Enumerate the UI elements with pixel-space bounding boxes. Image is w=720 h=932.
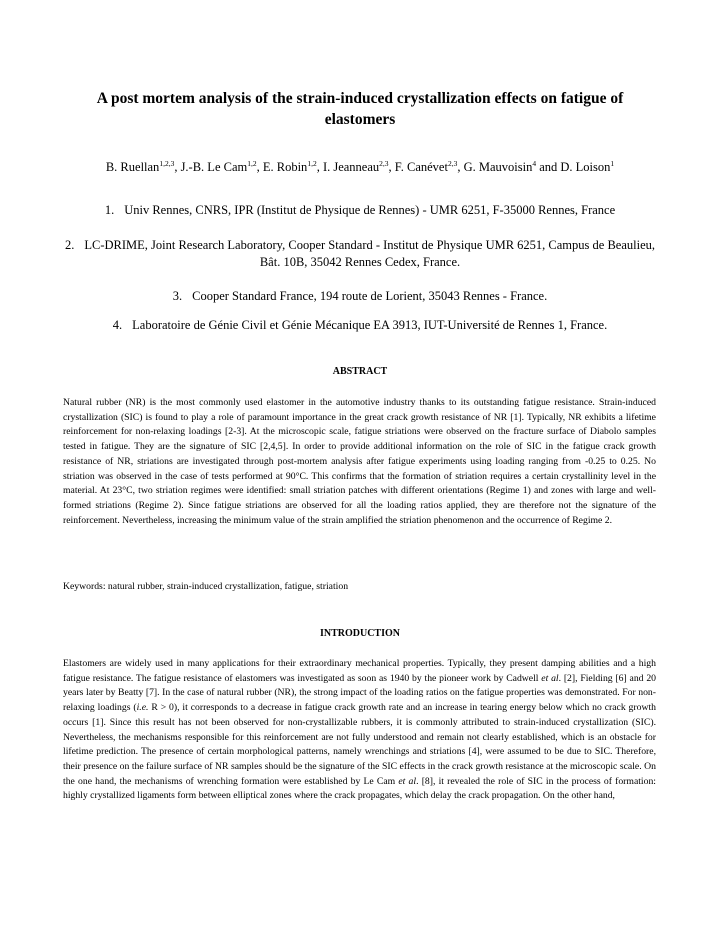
text-run: . [8], it revealed the role of SIC in the process of formation: highly crystallized ligaments form between elliptical zones where the crack propagates, which delay the crack propagation. On the other hand, bbox=[63, 775, 657, 802]
author: D. Loison$^1$ bbox=[560, 159, 615, 174]
text-run: . [2], Fielding [6] and 20 years later by Beatty [7]. In the case of natural rubber (NR), the strong impact of the loading ratios on the fatigue properties was demonstrated. For non-relaxing loadings ( bbox=[63, 672, 657, 714]
affiliation-4: 4. Laboratoire de Génie Civil et Génie Mécanique EA 3913, IUT-Université de Rennes 1, France. bbox=[112, 318, 608, 332]
author: I. Jeanneau$^{2,3}$, bbox=[322, 159, 395, 174]
paper-title: A post mortem analysis of the strain-induced crystallization effects on fatigue of elastomers bbox=[96, 90, 624, 128]
author-list bbox=[40, 159, 680, 175]
abstract-heading: ABSTRACT bbox=[332, 366, 388, 377]
author: J.-B. Le Cam$^{1,2}$, bbox=[180, 159, 263, 174]
keywords: Keywords: natural rubber, strain-induced crystallization, fatigue, striation bbox=[63, 581, 349, 592]
introduction-heading: INTRODUCTION bbox=[319, 628, 400, 639]
italic-run: i.e. bbox=[136, 702, 149, 714]
italic-run: et al bbox=[398, 775, 417, 787]
affiliation-3: 3. Cooper Standard France, 194 route de Lorient, 35043 Rennes - France. bbox=[172, 289, 548, 303]
introduction-text bbox=[63, 657, 656, 804]
author: B. Ruellan$^{1,2,3}$, bbox=[105, 159, 181, 174]
text-run: R > 0), it corresponds to a decrease in fatigue crack growth rate and an increase in tearing energy below which no crack growth occurs [1]. Since this result has not been observed for non-crystallizable rubbers, it is commonly attributed to strain-induced crystallization (SIC). Nevertheless, the mechanisms responsible for this reinforcement are not fully understood and remain not clearly established, which is an obstacle for lifetime prediction. The presence of certain morphological patterns, namely wrenchings and striations [4], were assumed to be due to SIC. Therefore, their presence on the failure surface of NR samples should be the signature of the SIC effects in the crack growth resistance at the microscopic scale. On the one hand, the mechanisms of wrenching formation were established by Le Cam bbox=[63, 702, 656, 787]
italic-run: et al bbox=[541, 672, 559, 684]
abstract-text: Natural rubber (NR) is the most commonly used elastomer in the automotive industry thanks to its outstanding fatigue resistance. Strain-induced crystallization (SIC) is found to play a role of paramount importance in the great crack growth resistance of NR [1]. Typically, NR exhibits a lifetime reinforcement for non-relaxing loadings [2-3]. At the microscopic scale, fatigue striations were observed on the fracture surface of Diabolo samples tested in fatigue. They are the signature of SIC [2,4,5]. In order to provide additional information on the role of SIC in the fatigue crack growth resistance of NR, striations are investigated through post-mortem analysis after fatigue experiments using loading ranging from -0.25 to 0.25. No striation was observed in the case of tests performed at 90°C. This confirms that the formation of striation requires a certain crystallinity level in the material. At 23°C, two striation regimes were identified: small striation patches with different orientations (Regime 1) and zones with large and well-formed striations (Regime 2). Since fatigue striations are observed for all the loading ratios applied, they are therefore not the signature of the reinforcement. Nevertheless, increasing the minimum value of the strain amplified the striation phenomenon and the occurrence of Regime 2. bbox=[63, 397, 656, 526]
author: G. Mauvoisin$^4$ and bbox=[463, 159, 561, 174]
text-run: Elastomers are widely used in many applications for their extraordinary mechanical properties. Typically, they present damping abilities and a high fatigue resistance. The fatigue resistance of elastomers was investigated as soon as 1940 by the pioneer work by Cadwell bbox=[63, 658, 656, 684]
author: F. Canévet$^{2,3}$, bbox=[394, 159, 464, 174]
affiliation-2: 2. LC-DRIME, Joint Research Laboratory, Cooper Standard - Institut de Physique UMR 6251, Campus de Beaulieu, Bât. 10B, 35042 Rennes Cedex, France. bbox=[65, 238, 655, 269]
author: E. Robin$^{1,2}$, bbox=[262, 159, 323, 174]
affiliation-1: 1. Univ Rennes, CNRS, IPR (Institut de Physique de Rennes) - UMR 6251, F-35000 Rennes, France bbox=[104, 203, 616, 217]
